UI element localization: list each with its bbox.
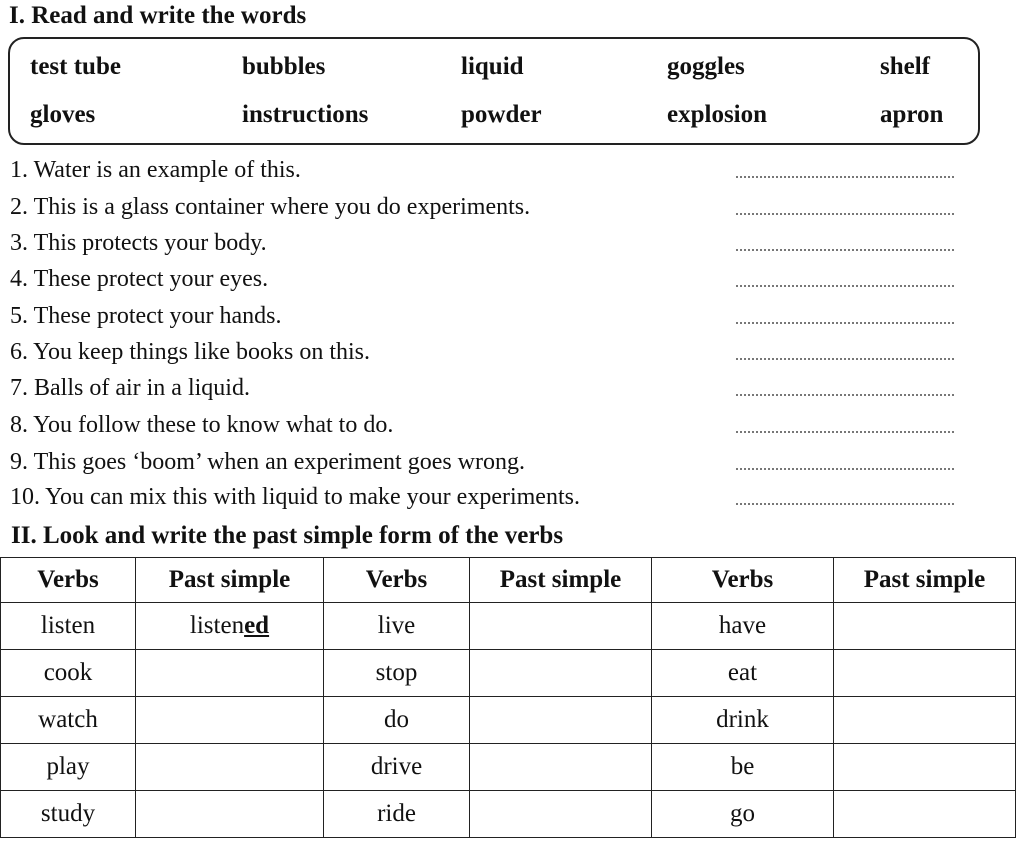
answer-cell[interactable] <box>834 697 1016 744</box>
table-row <box>1 697 1016 744</box>
question-text: 3. This protects your body. <box>10 230 267 256</box>
answer-cell[interactable] <box>470 697 652 744</box>
answer-blank[interactable] <box>736 322 954 324</box>
section1-title: I. Read and write the words <box>9 2 307 29</box>
column-header: Past simple <box>136 558 324 603</box>
section2-title: II. Look and write the past simple form of the verbs <box>11 522 564 549</box>
verb-cell: do <box>324 697 470 744</box>
verb-cell: watch <box>1 697 136 744</box>
verb-cell: drive <box>324 744 470 791</box>
answer-blank[interactable] <box>736 468 954 470</box>
table-row <box>1 744 1016 791</box>
answer-cell[interactable] <box>834 744 1016 791</box>
answer-cell[interactable] <box>136 650 324 697</box>
verb-cell: be <box>652 744 834 791</box>
answer-cell[interactable] <box>136 697 324 744</box>
example-answer-stem: listen <box>189 612 245 639</box>
answer-cell[interactable] <box>834 650 1016 697</box>
answer-blank[interactable] <box>736 249 954 251</box>
answer-cell[interactable] <box>834 791 1016 838</box>
word-bank-item: test tube <box>30 53 121 80</box>
word-bank-item: instructions <box>242 101 369 128</box>
table-row <box>1 791 1016 838</box>
question-text: 7. Balls of air in a liquid. <box>10 375 250 401</box>
question-text: 4. These protect your eyes. <box>10 266 269 292</box>
example-answer-cell <box>136 603 324 650</box>
verb-cell: cook <box>1 650 136 697</box>
verb-cell: live <box>324 603 470 650</box>
answer-blank[interactable] <box>736 285 954 287</box>
table-row <box>1 603 1016 650</box>
word-bank-item: bubbles <box>242 53 326 80</box>
answer-blank[interactable] <box>736 358 954 360</box>
answer-blank[interactable] <box>736 503 954 505</box>
answer-cell[interactable] <box>470 603 652 650</box>
column-header: Verbs <box>324 558 470 603</box>
question-text: 5. These protect your hands. <box>10 303 282 329</box>
answer-cell[interactable] <box>470 650 652 697</box>
verb-table <box>0 557 1016 838</box>
column-header: Verbs <box>1 558 136 603</box>
verb-cell: ride <box>324 791 470 838</box>
column-header: Past simple <box>834 558 1016 603</box>
word-bank-item: apron <box>880 101 944 128</box>
word-bank-item: gloves <box>30 101 96 128</box>
verb-cell: play <box>1 744 136 791</box>
verb-cell: have <box>652 603 834 650</box>
question-text: 8. You follow these to know what to do. <box>10 412 394 438</box>
word-bank-item: powder <box>461 101 542 128</box>
verb-cell: drink <box>652 697 834 744</box>
answer-blank[interactable] <box>736 394 954 396</box>
question-text: 9. This goes ‘boom’ when an experiment goes wrong. <box>10 449 526 475</box>
verb-cell: stop <box>324 650 470 697</box>
table-row <box>1 650 1016 697</box>
answer-cell[interactable] <box>136 791 324 838</box>
word-bank <box>8 37 980 145</box>
answer-cell[interactable] <box>136 744 324 791</box>
word-bank-item: shelf <box>880 53 930 80</box>
column-header: Past simple <box>470 558 652 603</box>
question-text: 2. This is a glass container where you do experiments. <box>10 194 531 220</box>
word-bank-item: liquid <box>461 53 524 80</box>
answer-blank[interactable] <box>736 431 954 433</box>
verb-cell: study <box>1 791 136 838</box>
word-bank-item: explosion <box>667 101 768 128</box>
table-header-row <box>1 558 1016 603</box>
column-header: Verbs <box>652 558 834 603</box>
question-text: 1. Water is an example of this. <box>10 157 301 183</box>
answer-blank[interactable] <box>736 213 954 215</box>
verb-cell: eat <box>652 650 834 697</box>
answer-blank[interactable] <box>736 176 954 178</box>
word-bank-item: goggles <box>667 53 745 80</box>
question-text: 6. You keep things like books on this. <box>10 339 371 365</box>
answer-cell[interactable] <box>470 791 652 838</box>
answer-cell[interactable] <box>834 603 1016 650</box>
answer-cell[interactable] <box>470 744 652 791</box>
question-text: 10. You can mix this with liquid to make your experiments. <box>10 484 580 510</box>
verb-cell: go <box>652 791 834 838</box>
verb-cell: listen <box>1 603 136 650</box>
example-answer-ending: ed <box>244 612 270 639</box>
